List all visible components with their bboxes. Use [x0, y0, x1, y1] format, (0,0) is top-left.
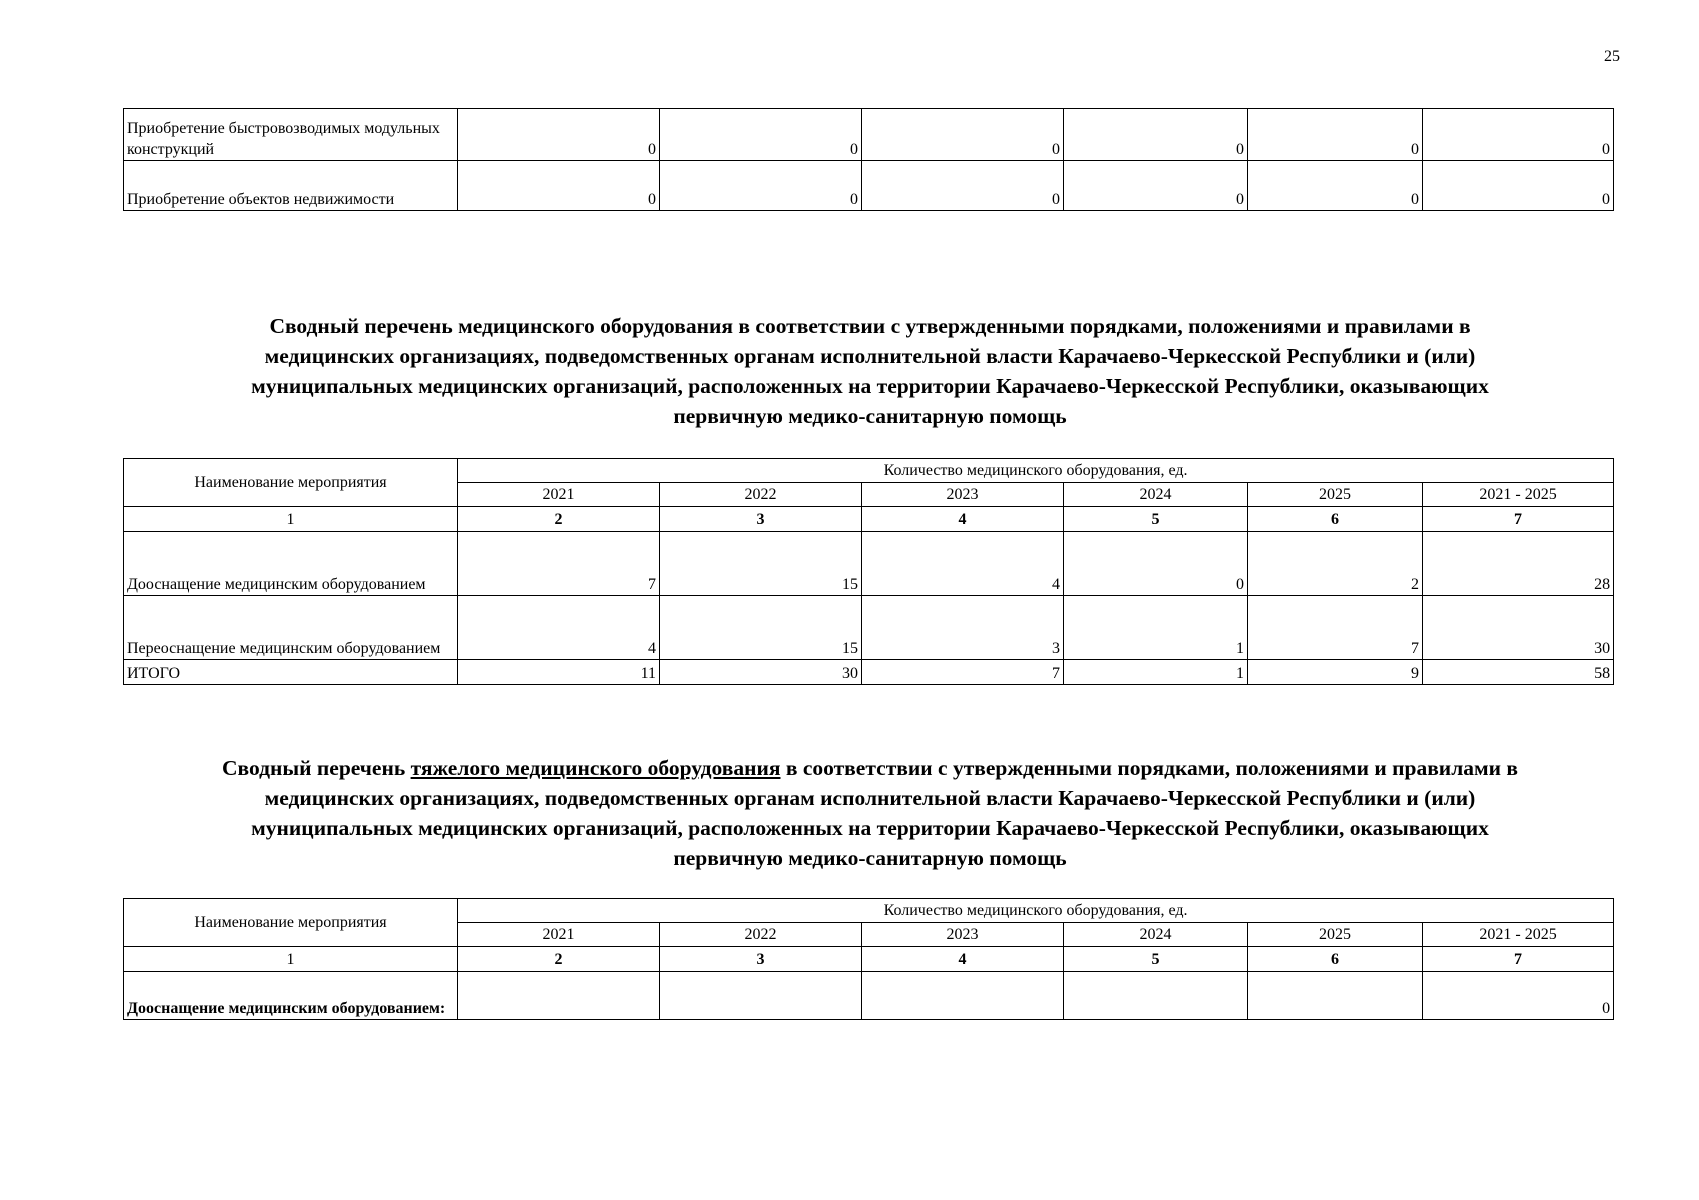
row-name: Дооснащение медицинским оборудованием:: [124, 972, 458, 1020]
cell-value: 0: [458, 109, 660, 161]
cell-value: 0: [1064, 109, 1248, 161]
column-header-year: 2021: [458, 923, 660, 947]
column-header-year: 2021 - 2025: [1423, 923, 1614, 947]
cell-value: 30: [1423, 596, 1614, 660]
index-row: [124, 947, 1614, 972]
page-number: 25: [1604, 48, 1620, 65]
cell-value: 15: [660, 532, 862, 596]
cell-value: 9: [1248, 660, 1423, 685]
table-equipment: [123, 458, 1614, 685]
column-index: 3: [660, 507, 862, 532]
cell-value: [458, 972, 660, 1020]
cell-value: 0: [660, 161, 862, 211]
table-row-total: [124, 660, 1614, 685]
column-header-name: Наименование мероприятия: [124, 459, 458, 507]
cell-value: [660, 972, 862, 1020]
cell-value: 58: [1423, 660, 1614, 685]
column-index: 5: [1064, 947, 1248, 972]
cell-value: 7: [458, 532, 660, 596]
cell-value: [862, 972, 1064, 1020]
column-index: 1: [124, 507, 458, 532]
header-row: [124, 899, 1614, 923]
cell-value: 28: [1423, 532, 1614, 596]
cell-value: 0: [1423, 109, 1614, 161]
column-index: 3: [660, 947, 862, 972]
cell-value: 1: [1064, 596, 1248, 660]
row-name: Приобретение быстровозводимых модульных конструкций: [124, 109, 458, 161]
table-row: [124, 532, 1614, 596]
column-index: 4: [862, 947, 1064, 972]
column-index: 2: [458, 947, 660, 972]
column-index: 6: [1248, 507, 1423, 532]
column-header-year: 2021: [458, 483, 660, 507]
cell-value: 0: [1248, 109, 1423, 161]
table-row: [124, 596, 1614, 660]
title-underlined: тяжелого медицинского оборудования: [410, 756, 781, 780]
title-suffix: в соответствии с утвержденными порядками, положениями и правилами в: [780, 756, 1519, 780]
row-name: Дооснащение медицинским оборудованием: [124, 532, 458, 596]
cell-value: 0: [1064, 532, 1248, 596]
title-line: Сводный перечень медицинского оборудования в соответствии с утвержденными порядками, положениями и правилами в: [269, 314, 1471, 338]
column-index: 5: [1064, 507, 1248, 532]
cell-value: 4: [862, 532, 1064, 596]
column-index: 7: [1423, 507, 1614, 532]
column-index: 7: [1423, 947, 1614, 972]
title-line: [130, 753, 1610, 783]
row-name: Приобретение объектов недвижимости: [124, 161, 458, 211]
row-name: ИТОГО: [124, 660, 458, 685]
column-header-year: 2021 - 2025: [1423, 483, 1614, 507]
cell-value: 0: [862, 161, 1064, 211]
cell-value: 0: [1423, 161, 1614, 211]
column-header-year: 2025: [1248, 923, 1423, 947]
cell-value: 7: [1248, 596, 1423, 660]
table-row: [124, 109, 1614, 161]
cell-value: 0: [1064, 161, 1248, 211]
section-title: [130, 753, 1610, 873]
index-row: [124, 507, 1614, 532]
cell-value: 0: [660, 109, 862, 161]
title-line: первичную медико-санитарную помощь: [673, 404, 1067, 428]
cell-value: 0: [1423, 972, 1614, 1020]
column-header-year: 2024: [1064, 923, 1248, 947]
cell-value: [1064, 972, 1248, 1020]
column-index: 1: [124, 947, 458, 972]
cell-value: 1: [1064, 660, 1248, 685]
cell-value: 11: [458, 660, 660, 685]
cell-value: 30: [660, 660, 862, 685]
cell-value: 15: [660, 596, 862, 660]
table-row: [124, 972, 1614, 1020]
column-header-name: Наименование мероприятия: [124, 899, 458, 947]
header-row: [124, 459, 1614, 483]
cell-value: 3: [862, 596, 1064, 660]
column-index: 2: [458, 507, 660, 532]
table-acquisitions: [123, 108, 1614, 211]
column-header-year: 2023: [862, 483, 1064, 507]
section-title: [130, 311, 1610, 431]
title-line: муниципальных медицинских организаций, расположенных на территории Карачаево-Черкесской Республики, оказывающих: [251, 374, 1489, 398]
cell-value: 0: [862, 109, 1064, 161]
title-line: медицинских организациях, подведомственных органам исполнительной власти Карачаево-Черкесской Республики и (или): [264, 786, 1476, 810]
table-heavy-equipment: [123, 898, 1614, 1020]
title-line: первичную медико-санитарную помощь: [673, 846, 1067, 870]
column-header-group: Количество медицинского оборудования, ед.: [458, 459, 1614, 483]
column-index: 6: [1248, 947, 1423, 972]
cell-value: 0: [1248, 161, 1423, 211]
column-header-year: 2025: [1248, 483, 1423, 507]
title-prefix: Сводный перечень: [221, 756, 411, 780]
column-header-year: 2022: [660, 923, 862, 947]
column-header-group: Количество медицинского оборудования, ед.: [458, 899, 1614, 923]
title-line: муниципальных медицинских организаций, расположенных на территории Карачаево-Черкесской Республики, оказывающих: [251, 816, 1489, 840]
table-row: [124, 161, 1614, 211]
cell-value: 2: [1248, 532, 1423, 596]
cell-value: 7: [862, 660, 1064, 685]
column-index: 4: [862, 507, 1064, 532]
cell-value: [1248, 972, 1423, 1020]
cell-value: 4: [458, 596, 660, 660]
cell-value: 0: [458, 161, 660, 211]
column-header-year: 2022: [660, 483, 862, 507]
column-header-year: 2023: [862, 923, 1064, 947]
title-line: медицинских организациях, подведомственных органам исполнительной власти Карачаево-Черкесской Республики и (или): [264, 344, 1476, 368]
row-name: Переоснащение медицинским оборудованием: [124, 596, 458, 660]
column-header-year: 2024: [1064, 483, 1248, 507]
